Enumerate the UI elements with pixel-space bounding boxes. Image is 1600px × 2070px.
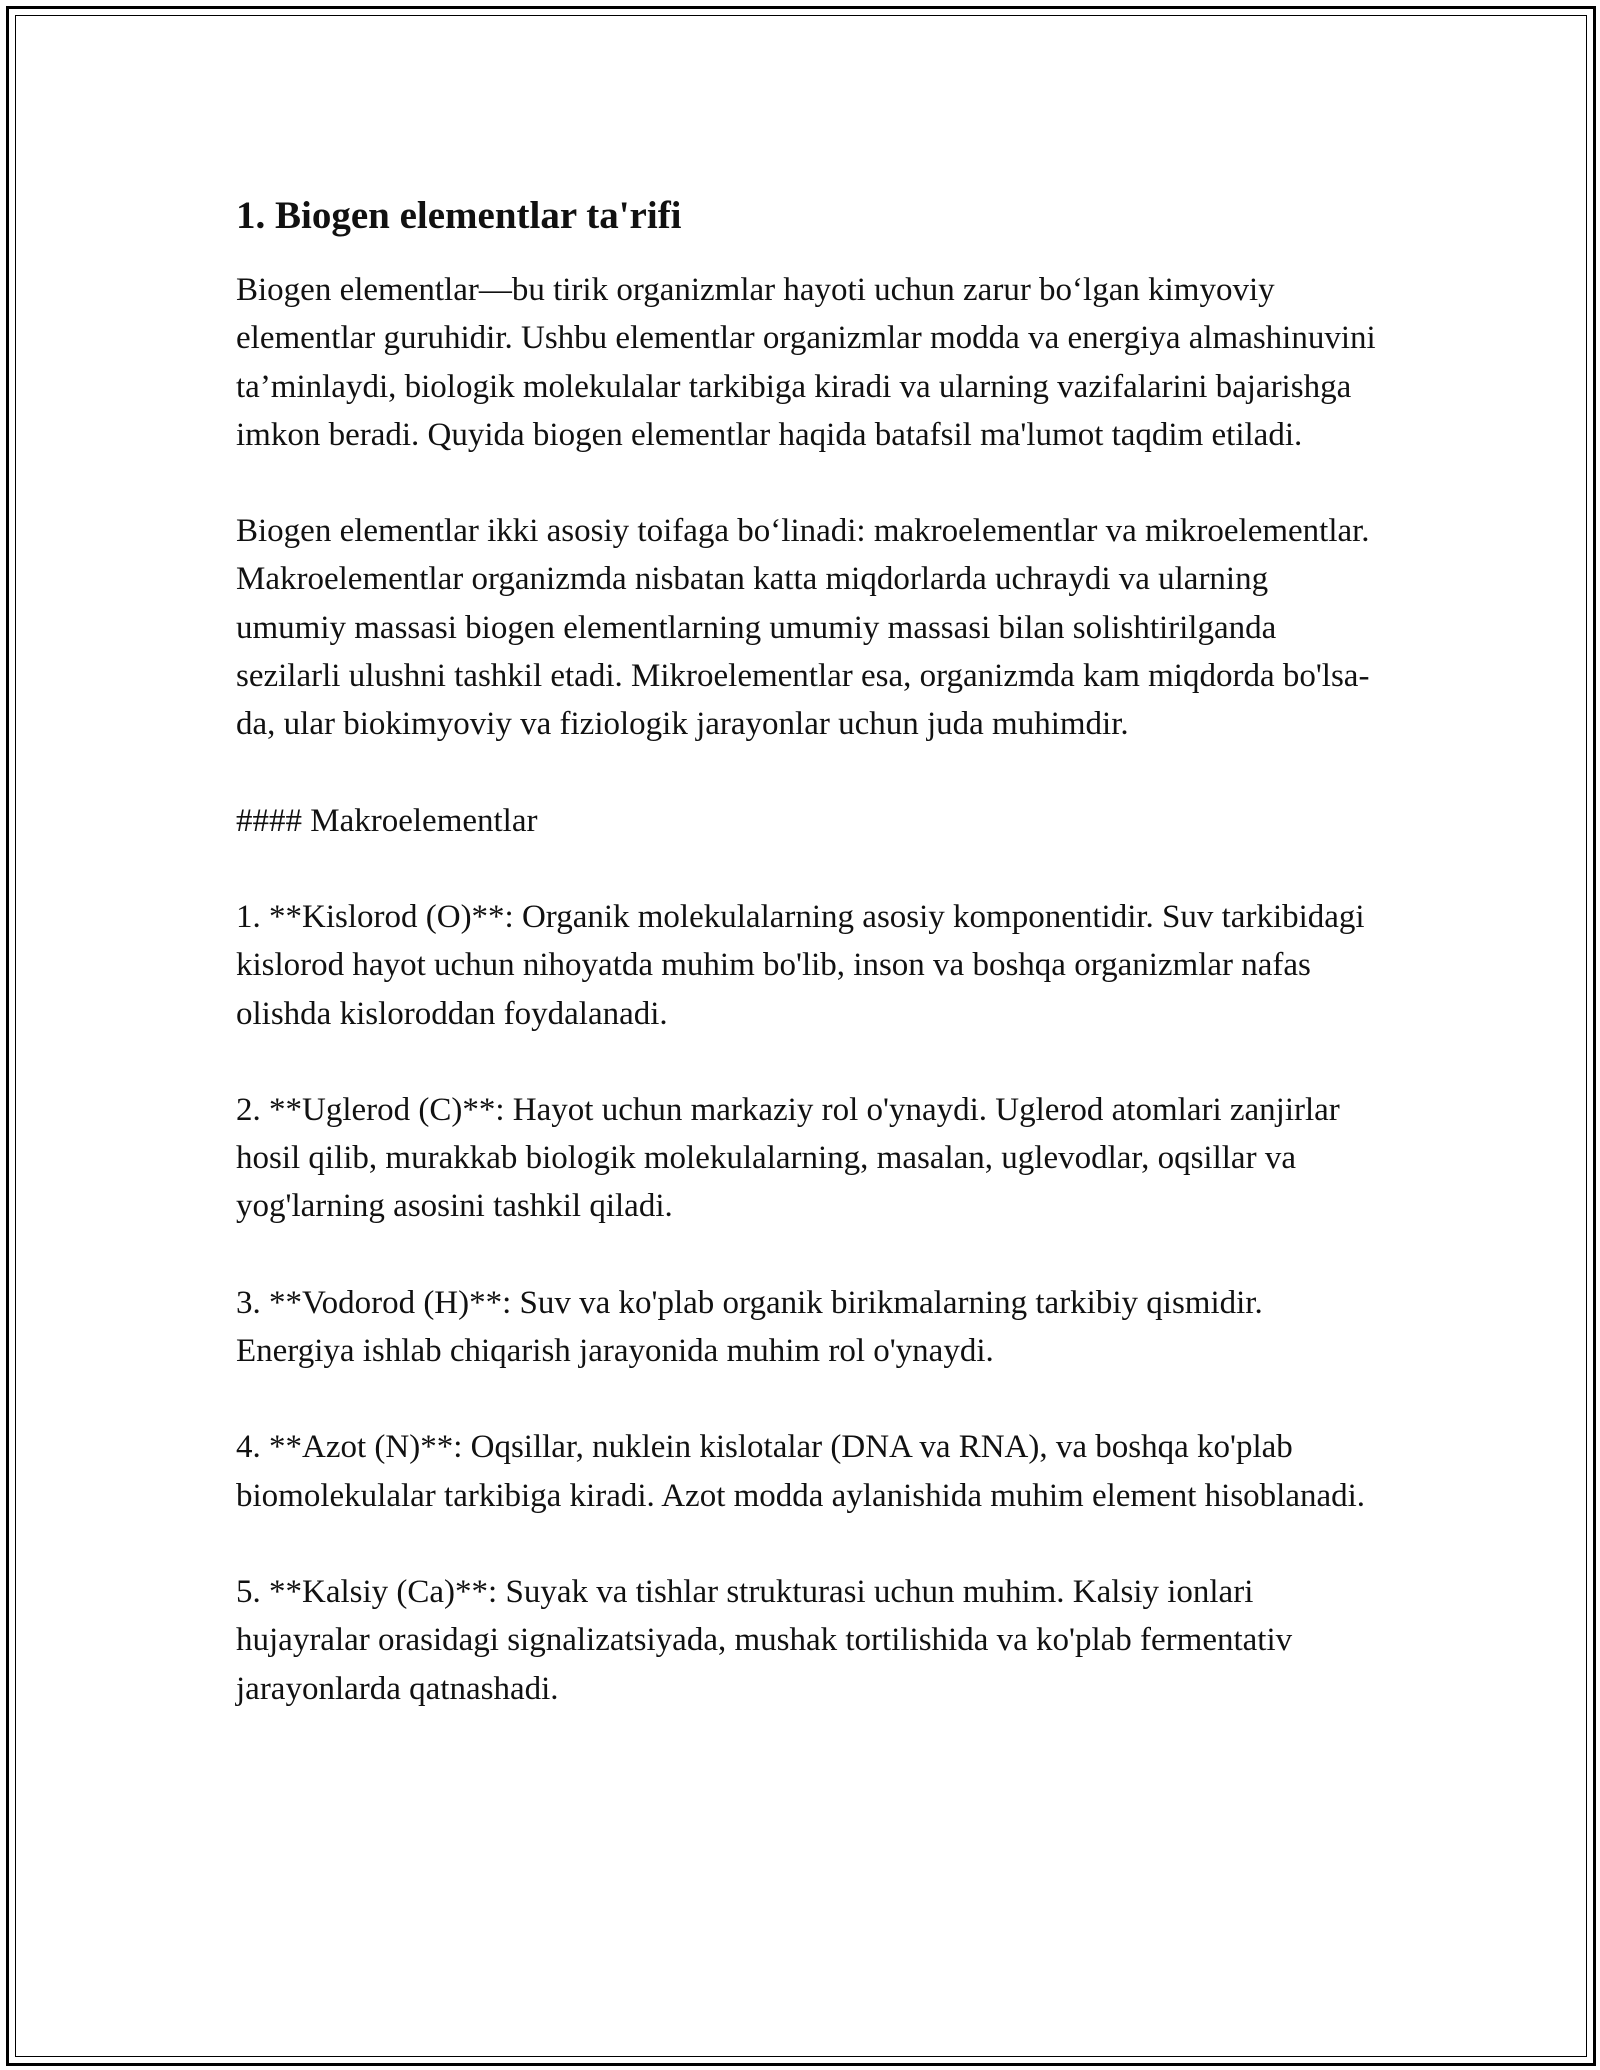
section-heading-makroelementlar: #### Makroelementlar xyxy=(236,802,538,839)
list-item-uglerod: 2. **Uglerod (C)**: Hayot uchun markaziy rol o'ynaydi. Uglerod atomlari zanjirlar hosil qilib, murakkab biologik molekulalarning, masalan, uglevodlar, oqsillar va yog'larning asosini tashkil qiladi. xyxy=(236,1091,1340,1225)
list-item-kislorod: 1. **Kislorod (O)**: Organik molekulalarning asosiy komponentidir. Suv tarkibidagi kislorod hayot uchun nihoyatda muhim bo'lib, inson va boshqa organizmlar nafas olishda kisloroddan foydalanadi. xyxy=(236,898,1365,1032)
paragraph-categories: Biogen elementlar ikki asosiy toifaga bo‘linadi: makroelementlar va mikroelementlar. Makroelementlar organizmda nisbatan katta miqdorlarda uchraydi va ularning umumiy massasi biogen elementlarning umumiy massasi bilan solishtirilganda sezilarli ulushni tashkil etadi. Mikroelementlar esa, organizmda kam miqdorda bo'lsa-da, ular biokimyoviy va fiziologik jarayonlar uchun juda muhimdir. xyxy=(236,513,1370,743)
list-item-azot: 4. **Azot (N)**: Oqsillar, nuklein kislotalar (DNA va RNA), va boshqa ko'plab biomolekulalar tarkibiga kiradi. Azot modda aylanishida muhim element hisoblanadi. xyxy=(236,1429,1366,1514)
document-body xyxy=(236,192,1386,1713)
document-title: 1. Biogen elementlar ta'rifi xyxy=(236,194,682,237)
list-item-vodorod: 3. **Vodorod (H)**: Suv va ko'plab organik birikmalarning tarkibiy qismidir. Energiya ishlab chiqarish jarayonida muhim rol o'ynaydi. xyxy=(236,1284,1263,1370)
list-item-kalsiy: 5. **Kalsiy (Ca)**: Suyak va tishlar strukturasi uchun muhim. Kalsiy ionlari hujayralar orasidagi signalizatsiyada, mushak tortilishida va ko'plab fermentativ jarayonlarda qatnashadi. xyxy=(236,1573,1293,1707)
paragraph-definition: Biogen elementlar—bu tirik organizmlar hayoti uchun zarur bo‘lgan kimyoviy elementlar guruhidir. Ushbu elementlar organizmlar modda va energiya almashinuvini ta’minlaydi, biologik molekulalar tarkibiga kiradi va ularning vazifalarini bajarishga imkon beradi. Quyida biogen elementlar haqida batafsil ma'lumot taqdim etiladi. xyxy=(236,272,1376,453)
